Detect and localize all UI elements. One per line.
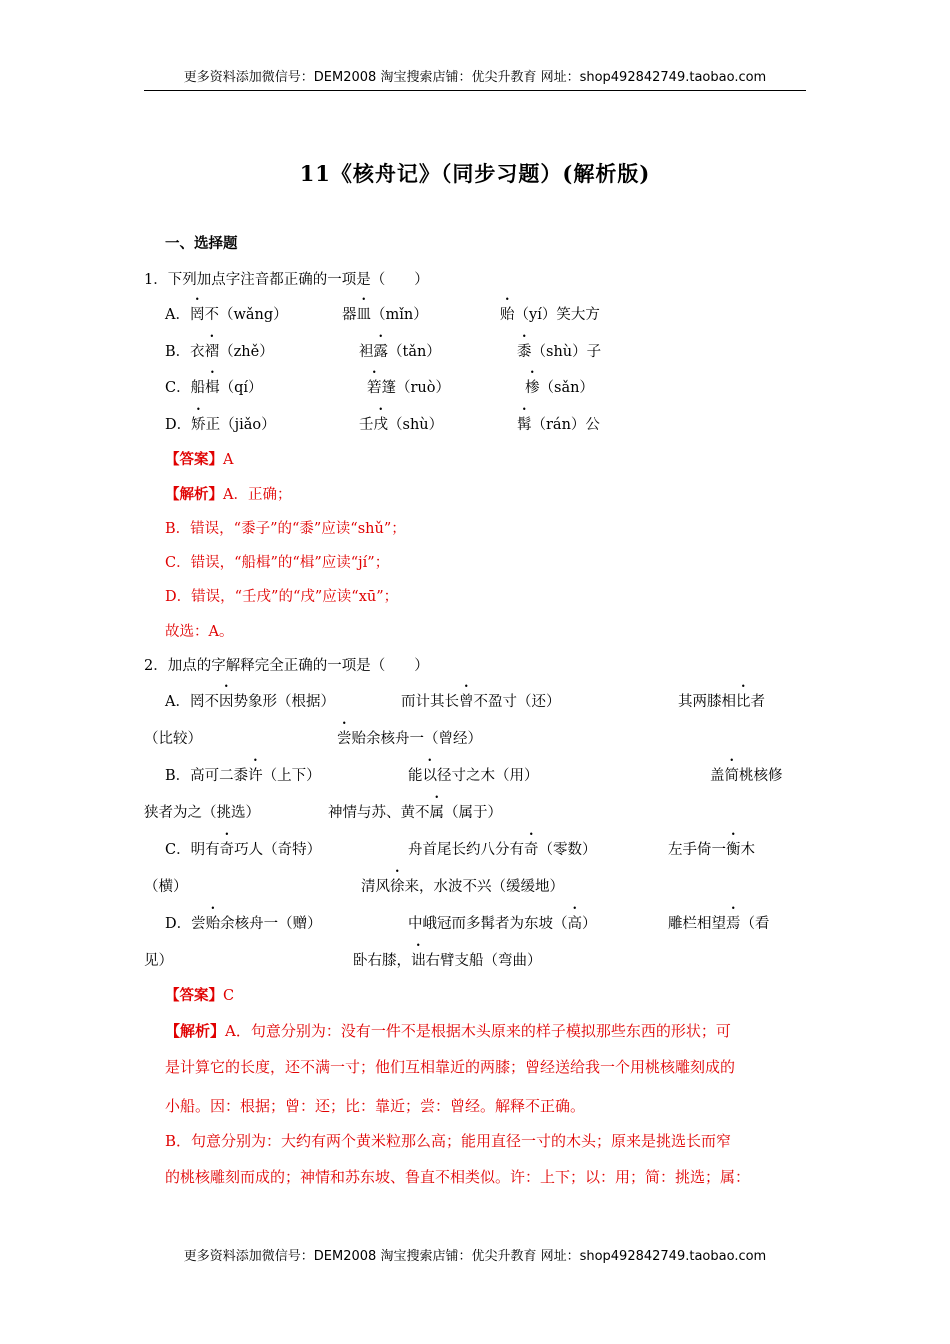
page-title: 11《核舟记》（同步习题）(解析版) — [299, 161, 651, 186]
q1-option-a: A．罔不（wǎng） — [165, 307, 288, 323]
q1-option-c: C．船楫（qí） — [165, 380, 263, 396]
q2-option-d-3: 雕栏相望焉（看 — [668, 916, 770, 932]
q2-option-c-1: C．明有奇巧人（奇特） — [165, 842, 322, 858]
section-heading: 一、选择题 — [165, 235, 238, 252]
q1-option-b-2: 袒露（tǎn） — [359, 344, 441, 360]
q1-analysis-4: D．错误，“壬戌”的“戌”应读“xū”； — [165, 589, 399, 605]
page-footer: 更多资料添加微信号：DEM2008 淘宝搜索店铺：优尖升教育 网址：shop492842749.taobao.com — [183, 1249, 767, 1264]
q1-analysis-5: 故选：A。 — [165, 624, 234, 640]
q1-stem: 1．下列加点字注音都正确的一项是（ ） — [144, 272, 429, 288]
q2-option-a-1: A．罔不因势象形（根据） — [165, 694, 335, 710]
q2-option-b-4: 狭者为之（挑选） — [144, 805, 260, 821]
q2-analysis-5: 的桃核雕刻而成的；神情和苏东坡、鲁直不相类似。许：上下；以：用；简：挑选；属： — [165, 1168, 751, 1186]
q2-option-d-2: 中峨冠而多髯者为东坡（高） — [408, 916, 597, 932]
q1-option-d-3: 髯（rán）公 — [517, 417, 600, 433]
q2-stem: 2．加点的字解释完全正确的一项是（ ） — [144, 658, 429, 674]
q2-option-c-5: 清风徐来，水波不兴（缓缓地） — [361, 879, 564, 895]
q1-option-c-3: 椮（sǎn） — [525, 380, 594, 396]
q1-option-c-2: 箬篷（ruò） — [367, 380, 450, 396]
q2-option-d-5: 卧右膝，诎右臂支船（弯曲） — [353, 953, 542, 969]
q2-option-c-3: 左手倚一衡木 — [668, 842, 755, 858]
q1-option-a-3: 贻（yí）笑大方 — [500, 307, 600, 323]
q1-analysis-1: 【解析】A．正确； — [165, 486, 292, 503]
q1-analysis-3: C．错误，“船楫”的“楫”应读“jí”； — [165, 555, 390, 571]
q1-option-a-2: 器皿（mǐn） — [342, 307, 428, 323]
q2-option-d-4: 见） — [144, 953, 173, 969]
page-header: 更多资料添加微信号：DEM2008 淘宝搜索店铺：优尖升教育 网址：shop492842749.taobao.com — [144, 68, 806, 91]
q2-analysis-1: 【解析】A．句意分别为：没有一件不是根据木头原来的样子模拟那些东西的形状；可 — [165, 1022, 731, 1040]
q2-option-a-4: （比较） — [144, 731, 202, 747]
q1-option-d-2: 壬戌（shù） — [359, 417, 444, 433]
q2-option-d-1: D．尝贻余核舟一（赠） — [165, 916, 322, 932]
q2-option-c-2: 舟首尾长约八分有奇（零数） — [408, 842, 597, 858]
q2-analysis-4: B．句意分别为：大约有两个黄米粒那么高；能用直径一寸的木头；原来是挑选长而窄 — [165, 1132, 732, 1150]
q1-option-d: D．矫正（jiǎo） — [165, 417, 276, 433]
q1-analysis-2: B．错误，“黍子”的“黍”应读“shǔ”； — [165, 521, 406, 537]
q2-analysis-2: 是计算它的长度，还不满一寸；他们互相靠近的两膝；曾经送给我一个用桃核雕刻成的 — [165, 1058, 736, 1076]
q2-option-a-3: 其两膝相比者 — [678, 694, 765, 710]
q2-option-a-2: 而计其长曾不盈寸（还） — [401, 694, 561, 710]
q1-option-b: B．衣褶（zhě） — [165, 344, 274, 360]
q2-option-b-1: B．高可二黍许（上下） — [165, 768, 321, 784]
q2-analysis-3: 小船。因：根据；曾：还；比：靠近；尝：曾经。解释不正确。 — [165, 1097, 586, 1115]
q1-answer: 【答案】A — [165, 451, 234, 468]
q2-option-b-3: 盖简桃核修 — [710, 768, 783, 784]
q1-option-b-3: 黍（shù）子 — [517, 344, 602, 360]
q2-option-b-2: 能以径寸之木（用） — [408, 768, 539, 784]
q2-option-b-5: 神情与苏、黄不属（属于） — [328, 805, 502, 821]
q2-option-c-4: （横） — [144, 879, 188, 895]
q2-option-a-5: 尝贻余核舟一（曾经） — [337, 731, 482, 747]
q2-answer: 【答案】C — [165, 987, 235, 1004]
